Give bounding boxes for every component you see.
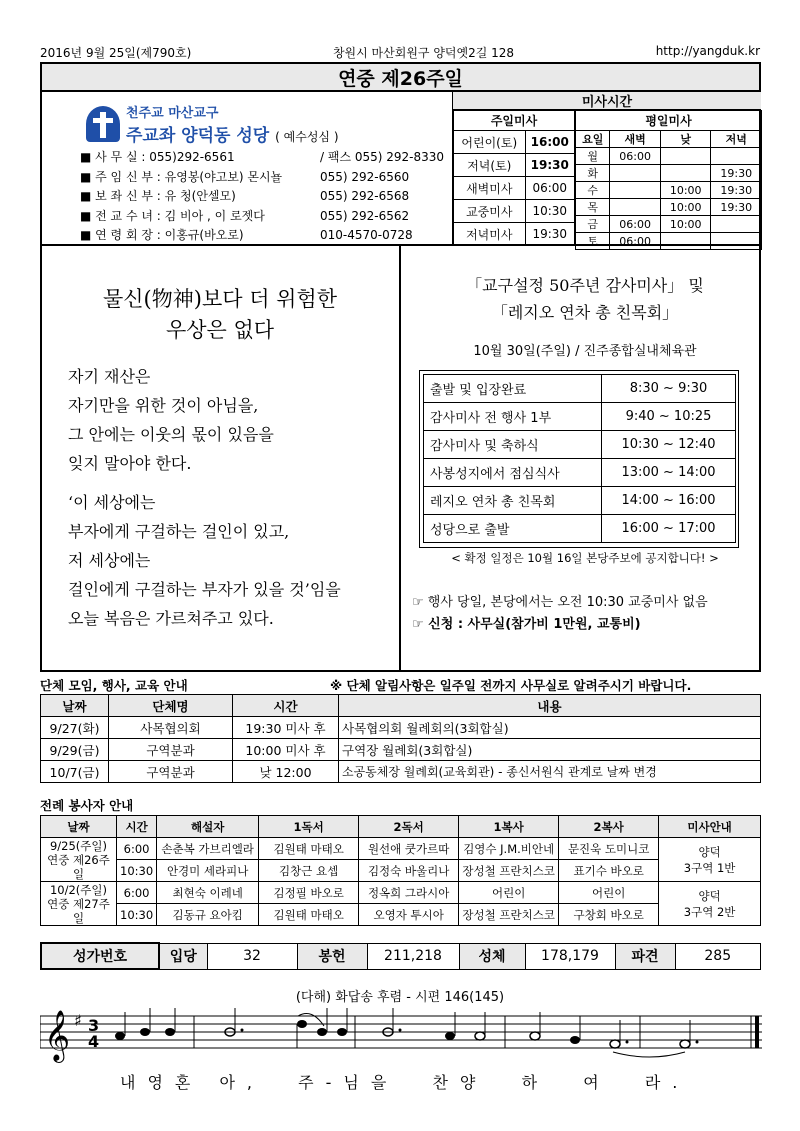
table-row: 9/27(화) 사목협의회 19:30 미사 후 사목협의회 월례회의(3회합실) — [41, 717, 761, 739]
event-date: 10월 30일(주일) / 진주종합실내체육관 — [473, 344, 697, 359]
table-row: 10:30 김동규 요아킴 김원태 마태오 오영자 투시아 장성철 프란치스코 구창회 바오로 — [41, 904, 761, 926]
quote-text: 자기 재산은 자기만을 위한 것이 아님을, 그 안에는 이웃의 몫이 있음을 잊지 말아야 한다. ‘이 세상에는 부자에게 구걸하는 걸인이 있고, 저 세상에는 걸인에게 구걸하는 부자가 있을 것’임을 오늘 복음은 가르쳐주고 있다. — [68, 367, 341, 628]
header-line — [40, 44, 760, 61]
event-bullets: ☞ 행사 당일, 본당에서는 오전 10:30 교중미사 없음 ☞ 신청 : 사무실(참가비 1만원, 교통비) — [412, 595, 708, 632]
staff-row: ■ 연 령 회 장 : 이홍규(바오로) 010-4570-0728 — [80, 228, 413, 242]
groups-section-title: 단체 모임, 행사, 교육 안내 — [40, 678, 188, 693]
table-row: 성당으로 출발 16:00 ~ 17:00 — [424, 515, 736, 543]
hymn-numbers: 성가번호 입당 32 봉헌 211,218 성체 178,179 파견 285 — [40, 942, 761, 970]
staff-row: ■ 보 좌 신 부 : 유 청(안셀모) 055) 292-6568 — [80, 189, 410, 203]
table-row: 10/7(금) 구역분과 낮 12:00 소공동체장 월례회(교육회관) - 종신서원식 관계로 날짜 변경 — [41, 761, 761, 783]
table-row: 토 06:00 — [576, 233, 762, 250]
psalm-lyrics: 내영혼 아, 주-님을 찬양 하 여 라. — [120, 1073, 690, 1092]
page-title: 연중 제26주일 — [40, 62, 761, 92]
church-name: 주교좌 양덕동 성당 ( 예수성심 ) — [126, 126, 339, 146]
event-schedule — [423, 374, 736, 543]
table-row: 금 06:00 10:00 — [576, 216, 762, 233]
staff-row: ■ 주 임 신 부 : 유영봉(야고보) 몬시뇰 055) 292-6560 — [80, 169, 410, 184]
table-row: 감사미사 및 축하식 10:30 ~ 12:40 — [424, 431, 736, 459]
table-row: 어린이(토) 16:00 — [454, 131, 575, 154]
table-row: 목 10:00 19:30 — [576, 199, 762, 216]
liturgy-table: 날짜 시간 해설자 1독서 2독서 1복사 2복사 미사안내 9/25(주일) 연중 제26주일 6:00 손춘복 가브리엘라 김원태 마태오 원선애 쿳가르따 김영수 J.M.비안네 문진욱 도미니코 양덕 3구역 1반 10:30 안경미 세라피나 김창근 요셉 김정숙 바울리나 장성철 프란치스코 표기수 바오로 10/2(주일) 연중 제27주일 6:00 최현숙 이레네 김정필 바오로 정옥희 그라시아 어린이 어린이 양덕 3구역 2반 10:30 김동규 요아킴 김원태 마태오 오영자 투시아 장성철 프란치스코 구창회 바오로 — [40, 815, 761, 926]
psalm-title: (다해) 화답송 후렴 - 시편 146(145) — [295, 990, 505, 1005]
staff-list — [80, 148, 444, 246]
table-row: 출발 및 입장완료 8:30 ~ 9:30 — [424, 375, 736, 403]
staff-row: ■ 사 무 실 : 055)292-6561 / 팩스 055) 292-8330 — [80, 150, 445, 164]
hymn-label: 성가번호 — [41, 943, 159, 969]
table-row: 화 19:30 — [576, 165, 762, 182]
sunday-mass-table: 주일미사 어린이(토) 16:00 저녁(토) 19:30 새벽미사 06:00 교중미사 10:30 저녁미사 19:30 — [453, 110, 575, 246]
table-row: 레지오 연차 총 친목회 14:00 ~ 16:00 — [424, 487, 736, 515]
svg-text:3: 3 — [88, 1016, 100, 1035]
church-patron: ( 예수성심 ) — [275, 130, 339, 144]
mass-times-title: 미사시간 — [453, 92, 761, 110]
table-row: 9/25(주일) 연중 제26주일 6:00 손춘복 가브리엘라 김원태 마태오 원선애 쿳가르따 김영수 J.M.비안네 문진욱 도미니코 양덕 3구역 1반 — [41, 838, 761, 860]
table-row: 월 06:00 — [576, 148, 762, 165]
main-divider — [399, 246, 401, 672]
staff-row: ■ 전 교 수 녀 : 김 비아 , 이 로젯다 055) 292-6562 — [80, 208, 410, 223]
event-title: 「교구설정 50주년 감사미사」 및 「레지오 연차 총 친목회」 — [466, 276, 704, 322]
svg-text:♯: ♯ — [74, 1011, 82, 1030]
svg-text:4: 4 — [88, 1032, 100, 1051]
groups-notice: ※ 단체 알림사항은 일주일 전까지 사무실로 알려주시기 바랍니다. — [330, 678, 692, 693]
table-row: 새벽미사 06:00 — [454, 177, 575, 200]
music-staff — [40, 1004, 762, 1066]
treble-clef-icon: 𝄞 — [44, 1010, 71, 1061]
table-row: 10/2(주일) 연중 제27주일 6:00 최현숙 이레네 김정필 바오로 정옥희 그라시아 어린이 어린이 양덕 3구역 2반 — [41, 882, 761, 904]
quote-title: 물신(物神)보다 더 위험한 우상은 없다 — [102, 287, 338, 342]
table-row: 저녁미사 19:30 — [454, 223, 575, 246]
mass-times — [452, 92, 761, 246]
schedule-note: < 확정 일정은 10월 16일 본당주보에 공지합니다! > — [451, 551, 719, 565]
table-row: 9/29(금) 구역분과 10:00 미사 후 구역장 월례회(3회합실) — [41, 739, 761, 761]
church-url[interactable]: http://yangduk.kr — [655, 44, 760, 58]
issue-date: 2016년 9월 25일(제790호) — [40, 46, 192, 60]
church-address: 창원시 마산회원구 양덕옛2길 128 — [332, 46, 515, 60]
table-row: 교중미사 10:30 — [454, 200, 575, 223]
groups-table: 날짜 단체명 시간 내용 9/27(화) 사목협의회 19:30 미사 후 사목협의회 월례회의(3회합실) 9/29(금) 구역분과 10:00 미사 후 구역장 월례회(3회합실) 10/7(금) 구역분과 낮 12:00 소공동체장 월례회(교육회관) - 종신서원식 관계로 날짜 변경 — [40, 694, 761, 783]
table-row: 감사미사 전 행사 1부 9:40 ~ 10:25 — [424, 403, 736, 431]
table-row: 사봉성지에서 점심식사 13:00 ~ 14:00 — [424, 459, 736, 487]
liturgy-section-title: 전례 봉사자 안내 — [40, 798, 134, 813]
weekday-mass-table: 평일미사 요일 새벽 낮 저녁 월 06:00 화 19:30 수 10:00 19:30 목 10:00 19:30 금 06:00 10:00 토 06:00 — [575, 110, 762, 250]
diocese-name: 천주교 마산교구 — [126, 106, 219, 121]
cross-logo-icon — [86, 106, 120, 142]
table-row: 수 10:00 19:30 — [576, 182, 762, 199]
table-row: 저녁(토) 19:30 — [454, 154, 575, 177]
table-row: 10:30 안경미 세라피나 김창근 요셉 김정숙 바울리나 장성철 프란치스코 표기수 바오로 — [41, 860, 761, 882]
church-logo — [86, 102, 339, 146]
